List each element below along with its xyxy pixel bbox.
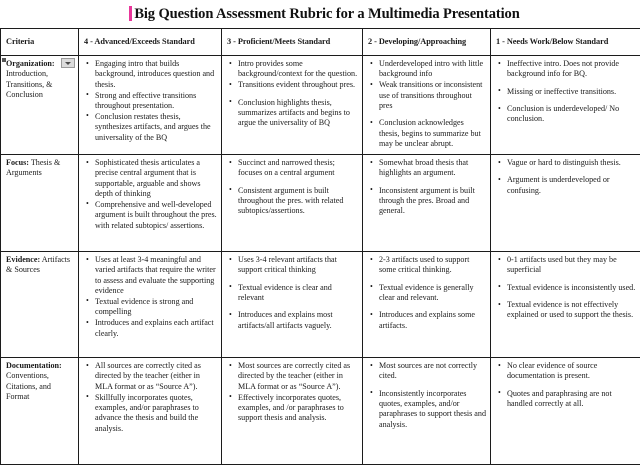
bullet-list bbox=[368, 59, 486, 149]
table-header-row bbox=[1, 29, 640, 56]
bullet-list bbox=[227, 59, 358, 129]
rubric-cell bbox=[222, 252, 363, 358]
bullet-list bbox=[227, 158, 358, 217]
bullet-item: • Vague or hard to distinguish thesis. bbox=[496, 158, 636, 168]
chevron-down-icon[interactable] bbox=[61, 58, 75, 68]
bullet-item: • All sources are correctly cited as directed by the teacher (either in MLA format or as “Source A”). bbox=[84, 361, 217, 392]
rubric-cell bbox=[79, 252, 222, 358]
rubric-cell bbox=[363, 358, 491, 465]
bullet-item: • Inconsistently incorporates quotes, examples, and/or paraphrases to support thesis and analysis. bbox=[368, 389, 486, 430]
criterion-cell bbox=[1, 252, 79, 358]
column-header-2: 3 - Proficient/Meets Standard bbox=[222, 29, 363, 56]
bullet-item: • Intro provides some background/context for the question. bbox=[227, 59, 358, 80]
criterion-cell bbox=[1, 56, 79, 155]
criterion-subtext: Conventions, Citations, and Format bbox=[6, 371, 51, 401]
bullet-item: • 2-3 artifacts used to support some critical thinking. bbox=[368, 255, 486, 276]
bullet-item: • Conclusion acknowledges thesis, begins to summarize but may be unclear abrupt. bbox=[368, 118, 486, 149]
rubric-cell bbox=[222, 56, 363, 155]
rubric-cell bbox=[79, 155, 222, 252]
bullet-item: • Ineffective intro. Does not provide background info for BQ. bbox=[496, 59, 636, 80]
bullet-item: • No clear evidence of source documentation is present. bbox=[496, 361, 636, 382]
table-row bbox=[1, 155, 640, 252]
bullet-item: • Strong and effective transitions throughout presentation. bbox=[84, 91, 217, 112]
bullet-item: • Conclusion highlights thesis, summarizes artifacts and begins to argue the universality of BQ bbox=[227, 98, 358, 129]
bullet-item: • 0-1 artifacts used but they may be superficial bbox=[496, 255, 636, 276]
bullet-item: • Uses 3-4 relevant artifacts that support critical thinking bbox=[227, 255, 358, 276]
bullet-item: • Sophisticated thesis articulates a precise central argument that is supportable, arguable and shows depth of thinking bbox=[84, 158, 217, 199]
bullet-list bbox=[496, 361, 636, 409]
bullet-item: • Transitions evident throughout pres. bbox=[227, 80, 358, 90]
bullet-list bbox=[84, 255, 217, 339]
rubric-cell bbox=[491, 155, 640, 252]
bullet-item: • Conclusion is underdeveloped/ No conclusion. bbox=[496, 104, 636, 125]
rubric-cell bbox=[491, 358, 640, 465]
bullet-item: • Engaging intro that builds background, introduces question and thesis. bbox=[84, 59, 217, 90]
bullet-item: • Consistent argument is built throughout the pres. with related subtopics/assertions. bbox=[227, 186, 358, 217]
bullet-list bbox=[84, 59, 217, 143]
rubric-table bbox=[0, 28, 640, 465]
bullet-item: • Introduces and explains some artifacts. bbox=[368, 310, 486, 331]
bullet-list bbox=[84, 158, 217, 231]
bullet-list bbox=[227, 255, 358, 331]
rubric-cell bbox=[363, 155, 491, 252]
rubric-cell bbox=[79, 56, 222, 155]
page-title: Big Question Assessment Rubric for a Multimedia Presentation bbox=[134, 6, 519, 22]
bullet-item: • Textual evidence is not effectively explained or used to support the thesis. bbox=[496, 300, 636, 321]
bullet-item: • Somewhat broad thesis that highlights an argument. bbox=[368, 158, 486, 179]
bullet-list bbox=[84, 361, 217, 434]
bullet-item: • Most sources are correctly cited as directed by the teacher (either in MLA format or as “Source A”). bbox=[227, 361, 358, 392]
criterion-subtext: Thesis & Arguments bbox=[6, 158, 60, 177]
column-header-3: 2 - Developing/Approaching bbox=[363, 29, 491, 56]
bullet-list bbox=[368, 255, 486, 331]
rubric-cell bbox=[363, 56, 491, 155]
bullet-item: • Comprehensive and well-developed argument is built throughout the pres. with related subtopics/ assertions. bbox=[84, 200, 217, 231]
bullet-list bbox=[368, 158, 486, 217]
criterion-subtext: Artifacts & Sources bbox=[6, 255, 70, 274]
column-header-0: Criteria bbox=[1, 29, 79, 56]
rubric-cell bbox=[222, 155, 363, 252]
bullet-item: • Underdeveloped intro with little background info bbox=[368, 59, 486, 80]
bullet-list bbox=[496, 59, 636, 125]
bullet-item: • Textual evidence is inconsistently used. bbox=[496, 283, 636, 293]
table-row bbox=[1, 358, 640, 465]
rubric-cell bbox=[491, 252, 640, 358]
bullet-item: • Uses at least 3-4 meaningful and varied artifacts that require the writer to assess and evaluate the supporting evidence bbox=[84, 255, 217, 296]
bullet-item: • Inconsistent argument is built through the pres. Broad and general. bbox=[368, 186, 486, 217]
bullet-item: • Effectively incorporates quotes, examples, and /or paraphrases to support thesis and analysis. bbox=[227, 393, 358, 424]
criterion-subtext: Introduction, Transitions, & Conclusion bbox=[6, 69, 52, 99]
column-header-1: 4 - Advanced/Exceeds Standard bbox=[79, 29, 222, 56]
criterion-cell bbox=[1, 155, 79, 252]
bullet-item: • Introduces and explains each artifact clearly. bbox=[84, 318, 217, 339]
bullet-item: • Textual evidence is clear and relevant bbox=[227, 283, 358, 304]
criterion-name: Organization: bbox=[6, 59, 55, 68]
criterion-name: Focus: bbox=[6, 158, 29, 167]
bullet-item: • Conclusion restates thesis, synthesizes artifacts, and argues the universality of the BQ bbox=[84, 112, 217, 143]
bullet-item: • Quotes and paraphrasing are not handled correctly at all. bbox=[496, 389, 636, 410]
bullet-list bbox=[227, 361, 358, 424]
chevron-down-glyph bbox=[65, 62, 71, 65]
bullet-item: • Introduces and explains most artifacts/all artifacts vaguely. bbox=[227, 310, 358, 331]
criterion-name: Evidence: bbox=[6, 255, 40, 264]
bullet-item: • Most sources are not correctly cited. bbox=[368, 361, 486, 382]
bullet-item: • Skillfully incorporates quotes, examples, and/or paraphrases to advance the thesis and build the analysis. bbox=[84, 393, 217, 434]
rubric-cell bbox=[79, 358, 222, 465]
document-title-bar bbox=[0, 0, 640, 28]
bullet-list bbox=[368, 361, 486, 430]
bullet-list bbox=[496, 158, 636, 196]
column-header-4: 1 - Needs Work/Below Standard bbox=[491, 29, 640, 56]
rubric-cell bbox=[363, 252, 491, 358]
criterion-name: Documentation: bbox=[6, 361, 62, 370]
bullet-item: • Missing or ineffective transitions. bbox=[496, 87, 636, 97]
bullet-list bbox=[496, 255, 636, 321]
criterion-cell bbox=[1, 358, 79, 465]
rubric-cell bbox=[222, 358, 363, 465]
selection-marker-icon bbox=[2, 58, 6, 62]
bullet-item: • Argument is underdeveloped or confusing. bbox=[496, 175, 636, 196]
bullet-item: • Weak transitions or inconsistent use of transitions throughout pres bbox=[368, 80, 486, 111]
text-cursor-icon bbox=[129, 6, 132, 21]
bullet-item: • Textual evidence is strong and compelling bbox=[84, 297, 217, 318]
table-row bbox=[1, 56, 640, 155]
rubric-cell bbox=[491, 56, 640, 155]
bullet-item: • Succinct and narrowed thesis; focuses on a central argument bbox=[227, 158, 358, 179]
table-row bbox=[1, 252, 640, 358]
bullet-item: • Textual evidence is generally clear and relevant. bbox=[368, 283, 486, 304]
